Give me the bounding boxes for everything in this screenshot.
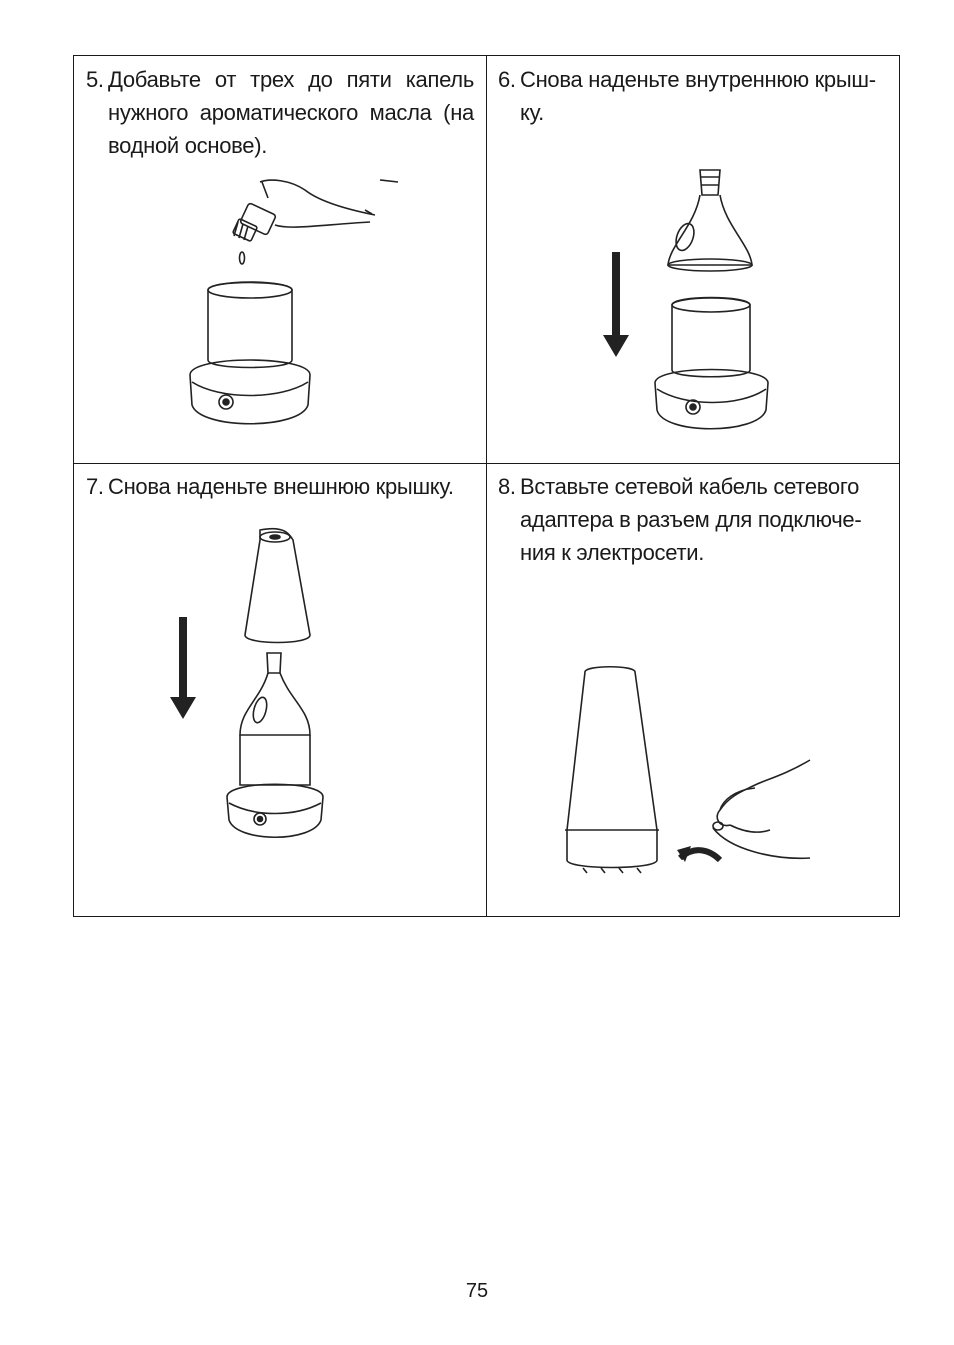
step-number: 8. (498, 474, 516, 499)
step-number: 7. (86, 474, 104, 499)
step-7-illustration (165, 525, 345, 845)
step-8-illustration (555, 660, 815, 880)
step-5-illustration (180, 170, 420, 440)
step-6-illustration (600, 165, 790, 440)
step-8-text (498, 470, 886, 569)
step-7-text (86, 470, 474, 503)
step-description: Снова наденьте внутреннюю крыш-ку. (520, 67, 876, 125)
step-description: Снова наденьте внешнюю крышку. (108, 474, 454, 499)
column-divider (486, 56, 487, 916)
row-divider (74, 463, 899, 464)
page-number: 75 (465, 1280, 489, 1302)
step-description: Вставьте сетевой кабель сетевого адаптера в разъем для подключе-ния к электросети. (520, 474, 862, 565)
step-description: Добавьте от трех до пяти капель нужного ароматического масла (на водной основе). (108, 67, 474, 158)
step-5-text (86, 63, 474, 162)
step-number: 5. (86, 67, 104, 92)
step-number: 6. (498, 67, 516, 92)
step-6-text (498, 63, 886, 129)
